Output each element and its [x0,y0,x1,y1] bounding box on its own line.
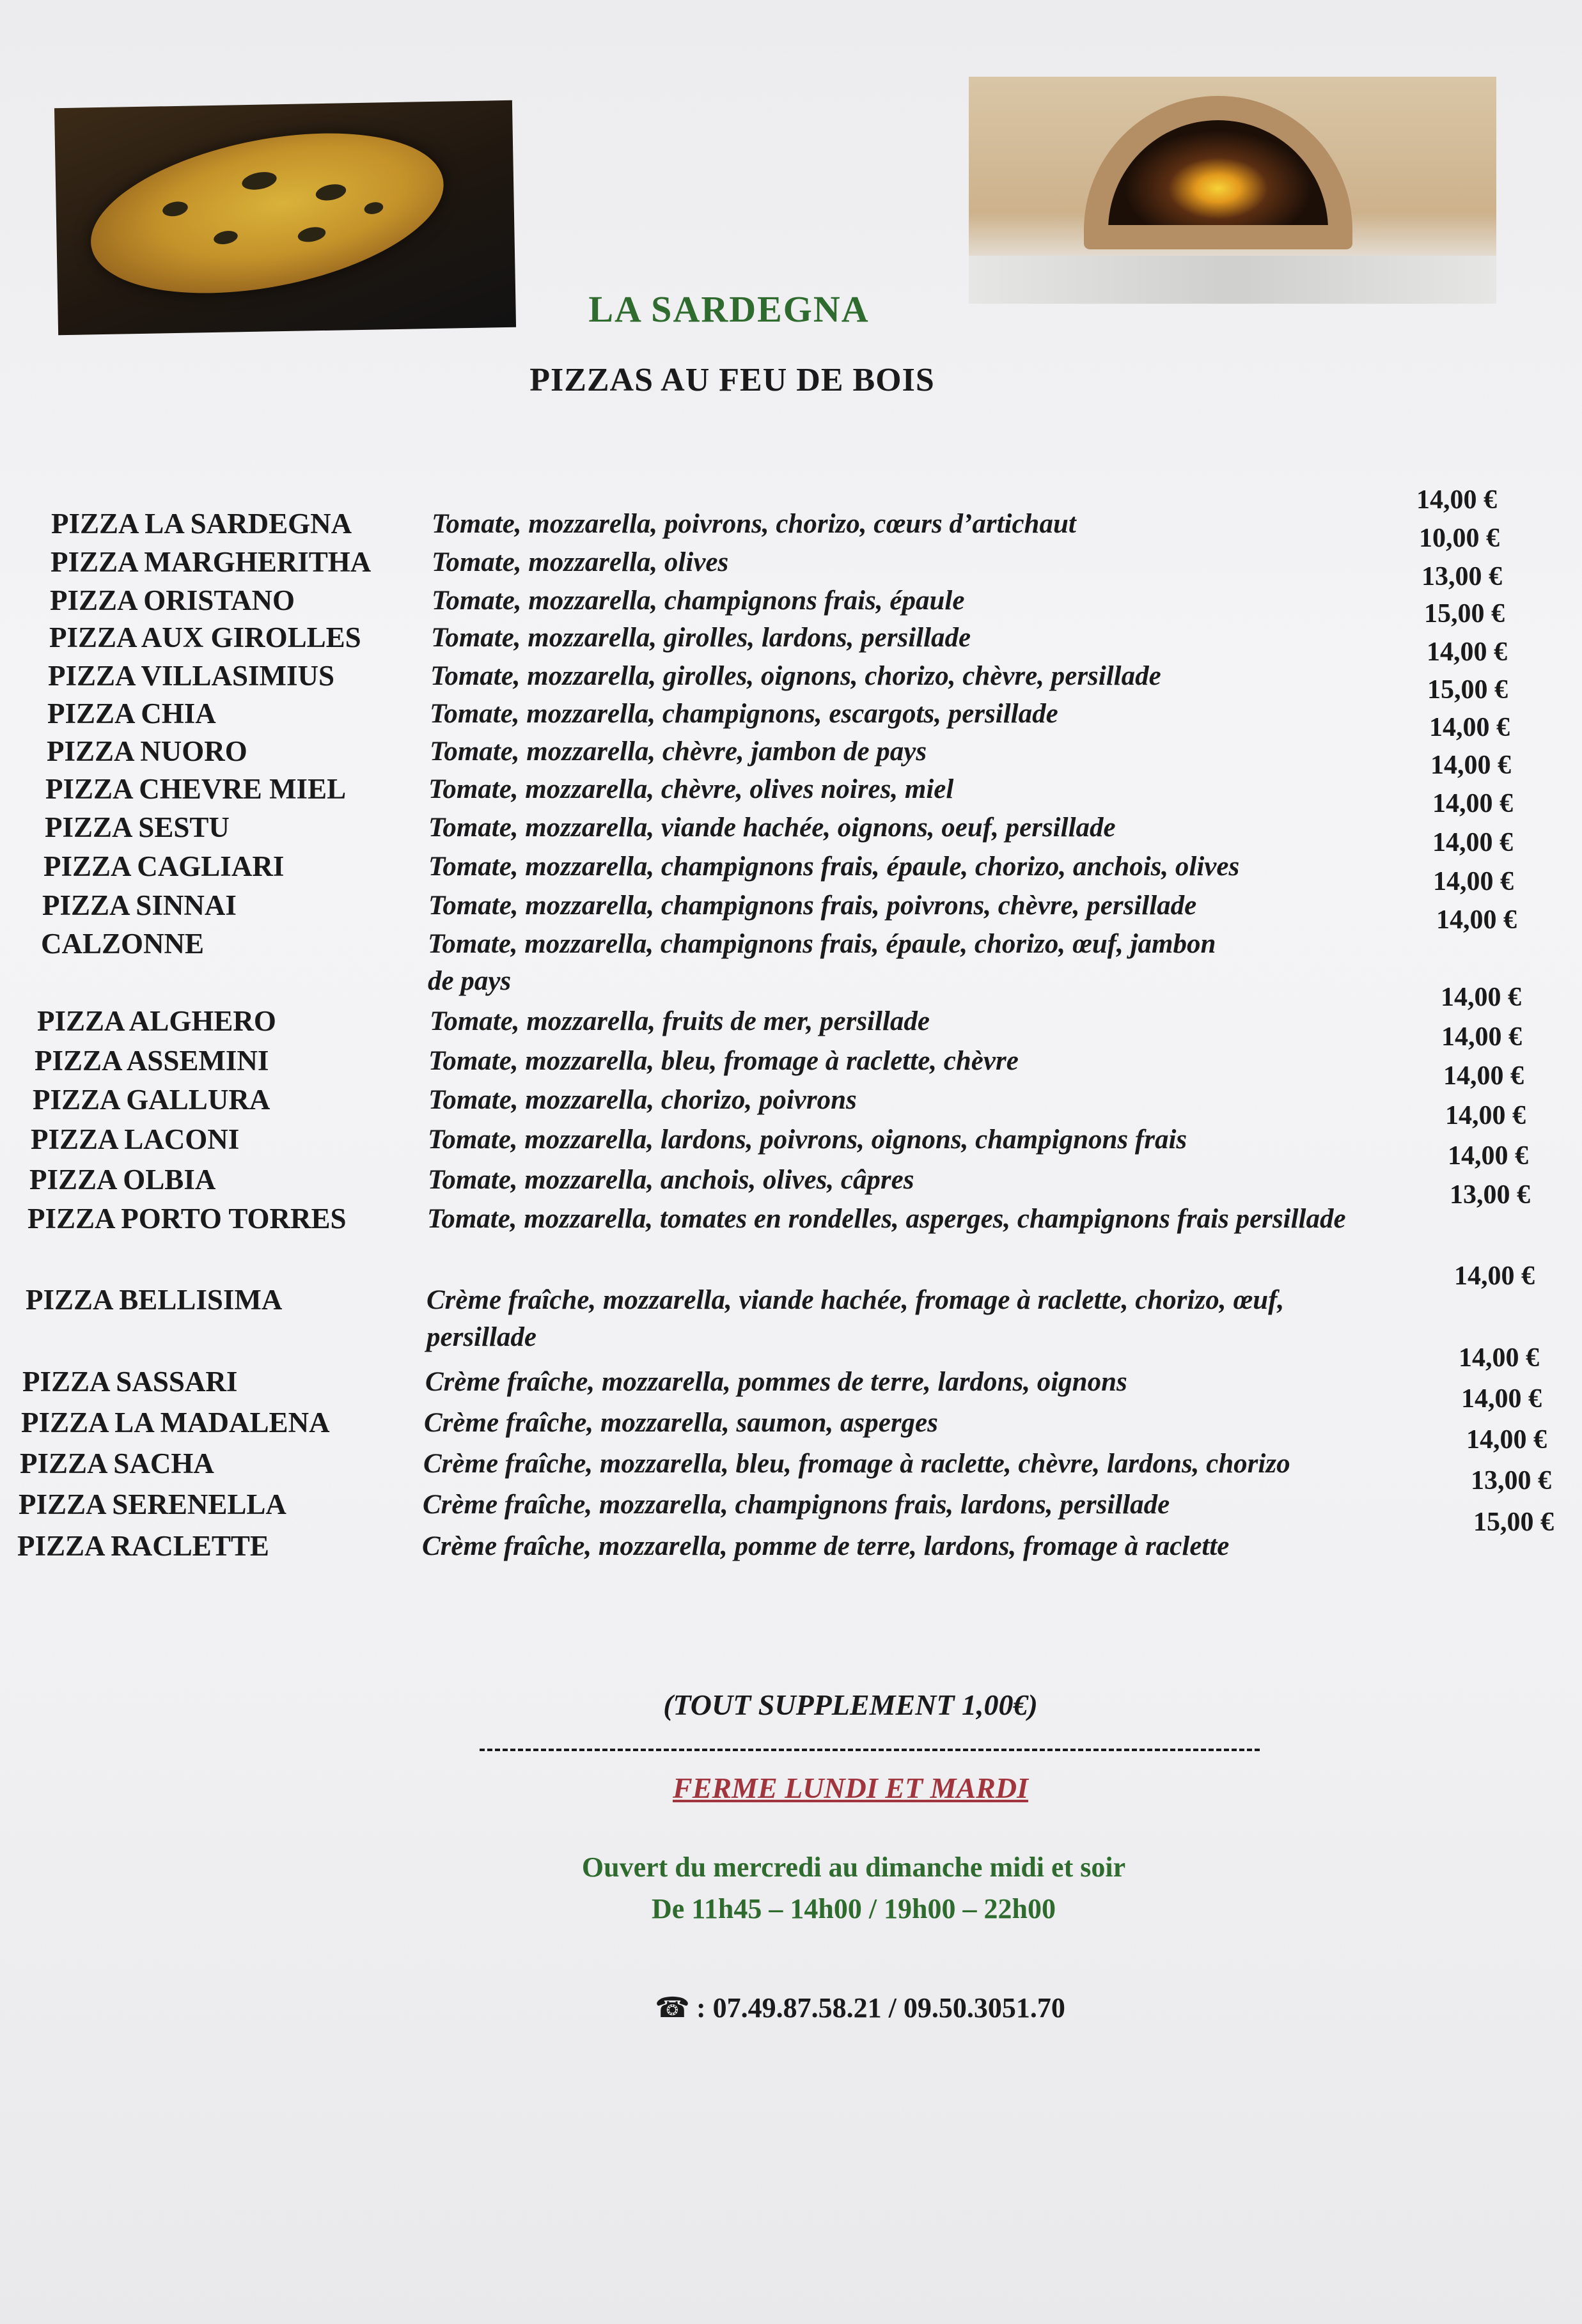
item-name: PIZZA RACLETTE [17,1530,269,1562]
item-price: 14,00 € [1416,485,1497,515]
item-name: PIZZA BELLISIMA [26,1284,283,1316]
item-description: Crème fraîche, mozzarella, bleu, fromage à raclette, chèvre, lardons, chorizo [423,1449,1290,1479]
item-price: 14,00 € [1466,1425,1547,1454]
item-price: 15,00 € [1473,1508,1554,1537]
item-name: PIZZA ALGHERO [37,1005,276,1037]
item-price: 15,00 € [1427,675,1508,705]
item-price: 14,00 € [1441,1022,1522,1052]
item-name: PIZZA SINNAI [42,889,237,921]
item-price: 14,00 € [1432,828,1513,857]
item-name: PIZZA SERENELLA [19,1488,286,1520]
item-name: PIZZA MARGHERITHA [51,546,372,578]
item-description: Tomate, mozzarella, girolles, oignons, chorizo, chèvre, persillade [430,661,1161,691]
item-price: 14,00 € [1427,637,1507,667]
item-price: 14,00 € [1441,983,1521,1012]
item-price: 14,00 € [1445,1101,1526,1130]
dashed-divider [480,1749,1260,1751]
item-price: 14,00 € [1459,1343,1539,1373]
item-description: Tomate, mozzarella, viande hachée, oignons, oeuf, persillade [428,813,1116,843]
item-name: PIZZA NUORO [47,735,247,767]
item-description: Tomate, mozzarella, chorizo, poivrons [428,1085,857,1115]
item-description: Crème fraîche, mozzarella, pomme de terre, lardons, fromage à raclette [422,1531,1230,1561]
item-price: 14,00 € [1448,1141,1528,1171]
item-name: PIZZA VILLASIMIUS [48,660,335,692]
item-price: 14,00 € [1436,905,1517,935]
phone-line [0,1992,1582,2024]
item-name: PIZZA GALLURA [33,1084,270,1116]
item-description: Tomate, mozzarella, chèvre, jambon de pays [430,737,927,767]
item-name: PIZZA CAGLIARI [43,850,285,882]
item-description: Crème fraîche, mozzarella, champignons frais, lardons, persillade [423,1490,1170,1520]
item-name: PIZZA SACHA [20,1447,214,1479]
item-price: 13,00 € [1471,1466,1551,1495]
menu-subtitle: PIZZAS AU FEU DE BOIS [529,362,935,398]
item-name: PIZZA LA MADALENA [21,1407,330,1439]
item-price: 14,00 € [1429,713,1510,742]
item-description: Crème fraîche, mozzarella, pommes de terre, lardons, oignons [425,1367,1127,1397]
opening-days: Ouvert du mercredi au dimanche midi et soir [581,1852,1126,1883]
item-description: Tomate, mozzarella, girolles, lardons, persillade [431,623,971,653]
item-description: Tomate, mozzarella, champignons frais, épaule, chorizo, œuf, jambon de pays [428,929,1216,996]
item-name: PIZZA SASSARI [22,1366,238,1398]
item-description: Tomate, mozzarella, champignons frais, épaule, chorizo, anchois, olives [428,852,1240,882]
item-description: Tomate, mozzarella, champignons frais, épaule [432,586,965,616]
item-name: PIZZA ASSEMINI [35,1045,269,1077]
item-price: 10,00 € [1419,524,1500,553]
phone-numbers: : 07.49.87.58.21 / 09.50.3051.70 [696,1992,1065,2024]
item-name: PIZZA CHEVRE MIEL [45,773,347,805]
item-name: PIZZA ORISTANO [50,584,295,616]
item-price: 13,00 € [1450,1180,1530,1210]
item-name: PIZZA CHIA [47,698,216,729]
item-description: Crème fraîche, mozzarella, saumon, asperges [424,1408,938,1438]
item-description: Tomate, mozzarella, lardons, poivrons, oignons, champignons frais [428,1125,1187,1155]
item-description: Tomate, mozzarella, bleu, fromage à raclette, chèvre [428,1046,1019,1076]
restaurant-name: LA SARDEGNA [588,288,870,330]
item-description: Tomate, mozzarella, anchois, olives, câpres [428,1165,914,1195]
item-price: 14,00 € [1433,867,1514,896]
item-price: 14,00 € [1432,789,1513,818]
item-name: PIZZA LACONI [31,1123,240,1155]
supplement-note: (TOUT SUPPLEMENT 1,00€) [663,1688,1038,1721]
item-description: Tomate, mozzarella, champignons, escargots, persillade [430,699,1058,729]
item-description: Tomate, mozzarella, champignons frais, poivrons, chèvre, persillade [428,891,1197,921]
item-price: 14,00 € [1430,751,1511,780]
item-name: PIZZA PORTO TORRES [27,1203,347,1235]
item-description: Crème fraîche, mozzarella, viande hachée, fromage à raclette, chorizo, œuf, persillade [427,1285,1285,1352]
item-name: PIZZA OLBIA [29,1164,216,1196]
item-name: PIZZA LA SARDEGNA [51,508,352,540]
item-price: 14,00 € [1454,1261,1535,1291]
item-price: 14,00 € [1443,1061,1524,1091]
telephone-icon: ☎ [655,1992,690,2024]
item-description: Tomate, mozzarella, olives [432,547,729,577]
item-description: Tomate, mozzarella, tomates en rondelles, asperges, champignons frais persillade [427,1204,1346,1234]
opening-hours: De 11h45 – 14h00 / 19h00 – 22h00 [652,1893,1056,1924]
item-price: 14,00 € [1461,1384,1542,1414]
closing-days: FERME LUNDI ET MARDI [673,1772,1028,1804]
item-price: 13,00 € [1421,562,1502,591]
item-name: PIZZA SESTU [45,811,230,843]
item-description: Tomate, mozzarella, poivrons, chorizo, cœurs d’artichaut [432,509,1076,539]
item-description: Tomate, mozzarella, fruits de mer, persillade [430,1006,930,1036]
item-price: 15,00 € [1424,599,1505,628]
item-name: PIZZA AUX GIROLLES [49,621,361,653]
item-description: Tomate, mozzarella, chèvre, olives noires, miel [428,774,954,804]
item-name: CALZONNE [41,928,205,960]
